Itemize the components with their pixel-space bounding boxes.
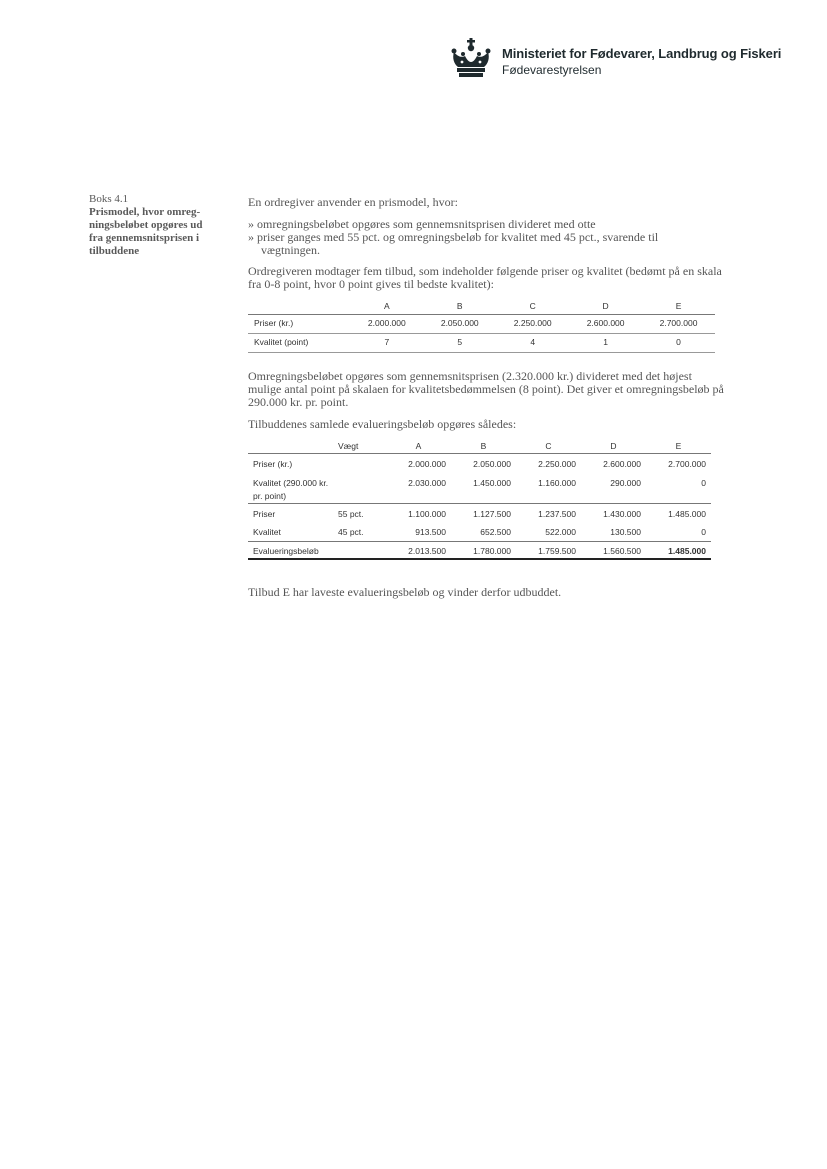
crown-logo-icon: [448, 38, 494, 78]
table-cell: 652.500: [451, 522, 516, 541]
column-header: E: [646, 440, 711, 454]
table-row: [248, 314, 715, 333]
table-cell: 7: [350, 333, 423, 352]
column-header: D: [569, 300, 642, 314]
table-cell: 5: [423, 333, 496, 352]
box-title: [89, 206, 229, 258]
table-cell: 2.700.000: [668, 459, 706, 469]
weight-cell: 45 pct.: [336, 522, 386, 541]
ministry-name: Ministeriet for Fødevarer, Landbrug og Fiskeri: [502, 46, 782, 61]
bullet-item: » omregningsbeløbet opgøres som gennemsnitsprisen divideret med otte: [248, 217, 596, 231]
table-cell: 1.759.500: [516, 541, 581, 559]
winning-value-cell: 1.485.000: [646, 541, 711, 559]
table-row: [248, 454, 711, 473]
box-content: [248, 196, 728, 599]
weight-cell: 55 pct.: [338, 508, 364, 519]
bullet-item: » priser ganges med 55 pct. og omregningsbeløb for kvalitet med 45 pct., svarende til: [248, 230, 659, 244]
column-header: A: [350, 300, 423, 314]
table-cell: 2.050.000: [423, 314, 496, 333]
table-cell: 2.030.000: [386, 473, 451, 504]
table-header-row: [248, 440, 711, 454]
box-title-line: ningsbeløbet opgøres ud: [89, 219, 203, 231]
conclusion-text: Tilbud E har laveste evalueringsbeløb og vinder derfor udbuddet.: [248, 584, 562, 599]
table-cell: 0: [646, 522, 711, 541]
row-label: Priser (kr.): [248, 314, 350, 333]
weight-column-header: Vægt: [336, 440, 386, 454]
column-header: B: [451, 440, 516, 454]
table-cell: 1.485.000: [668, 508, 706, 519]
weight-cell: [336, 454, 386, 473]
column-header: C: [496, 300, 569, 314]
table-cell: 522.000: [516, 522, 581, 541]
total-row: [248, 541, 711, 559]
agency-name: Fødevarestyrelsen: [502, 63, 602, 77]
box-number: Boks 4.1: [89, 193, 129, 205]
column-header-empty: [248, 300, 350, 314]
table-cell: 2.250.000: [538, 459, 576, 469]
table-cell: 2.000.000: [350, 314, 423, 333]
table-cell: 130.500: [581, 522, 646, 541]
bullet-list: [248, 218, 728, 257]
row-label: Kvalitet: [248, 522, 336, 541]
table-row: [248, 333, 715, 352]
row-label: Kvalitet (290.000 kr. pr. point): [248, 473, 336, 504]
table-cell: 1.237.500: [538, 508, 576, 519]
conversion-paragraph: Omregningsbeløbet opgøres som gennemsnitsprisen (2.320.000 kr.) divideret med det højest mulige antal point på skalaen for kvalitetsbedømmelsen (8 point). Det giver et omregningsbeløb på 290.000 kr. pr. point.: [248, 368, 724, 409]
row-label: Kvalitet (point): [248, 333, 350, 352]
table-cell: 1.780.000: [451, 541, 516, 559]
table-row: [248, 503, 711, 522]
row-label: Priser: [253, 508, 276, 519]
table-cell: 913.500: [386, 522, 451, 541]
box-sidebar: [89, 193, 229, 258]
bullet-item-continuation: vægtningen.: [261, 243, 320, 257]
table-cell: 290.000: [581, 473, 646, 504]
weight-cell: [336, 541, 386, 559]
row-label: Evalueringsbeløb: [248, 541, 336, 559]
page-header: [448, 38, 788, 78]
column-header-empty: [248, 440, 336, 454]
evaluation-table: [248, 440, 711, 560]
table-cell: 0: [642, 333, 715, 352]
intro-text: En ordregiver anvender en prismodel, hvor:: [248, 195, 458, 209]
table-cell: 1.430.000: [603, 508, 641, 519]
column-header: A: [386, 440, 451, 454]
table-cell: 2.600.000: [569, 314, 642, 333]
table-cell: 0: [646, 473, 711, 504]
box-title-line: fra gennemsnitsprisen i: [89, 232, 199, 244]
table-cell: 2.050.000: [473, 459, 511, 469]
table-row: [248, 522, 711, 541]
table-cell: 2.600.000: [603, 459, 641, 469]
table-cell: 1.450.000: [451, 473, 516, 504]
table-cell: 2.700.000: [642, 314, 715, 333]
table-cell: 1.100.000: [408, 508, 446, 519]
column-header: C: [516, 440, 581, 454]
table-cell: 2.000.000: [408, 459, 446, 469]
column-header: B: [423, 300, 496, 314]
box-title-line: Prismodel, hvor omreg-: [89, 206, 201, 218]
table-cell: 2.250.000: [496, 314, 569, 333]
table-cell: 1.127.500: [473, 508, 511, 519]
box-title-line: tilbuddene: [89, 245, 140, 257]
table-cell: 1.560.500: [581, 541, 646, 559]
row-label: Priser (kr.): [253, 459, 293, 469]
table-cell: 1: [569, 333, 642, 352]
offers-paragraph: Ordregiveren modtager fem tilbud, som indeholder følgende priser og kvalitet (bedømt på en skala fra 0-8 point, hvor 0 point gives til bedste kvalitet):: [248, 264, 722, 291]
evaluation-intro: Tilbuddenes samlede evalueringsbeløb opgøres således:: [248, 416, 517, 431]
table-header-row: [248, 300, 715, 314]
table-cell: 4: [496, 333, 569, 352]
table-row: [248, 473, 711, 504]
table-cell: 2.013.500: [386, 541, 451, 559]
column-header: E: [642, 300, 715, 314]
offers-table: [248, 300, 715, 353]
column-header: D: [581, 440, 646, 454]
weight-cell: [336, 473, 386, 504]
table-cell: 1.160.000: [516, 473, 581, 504]
